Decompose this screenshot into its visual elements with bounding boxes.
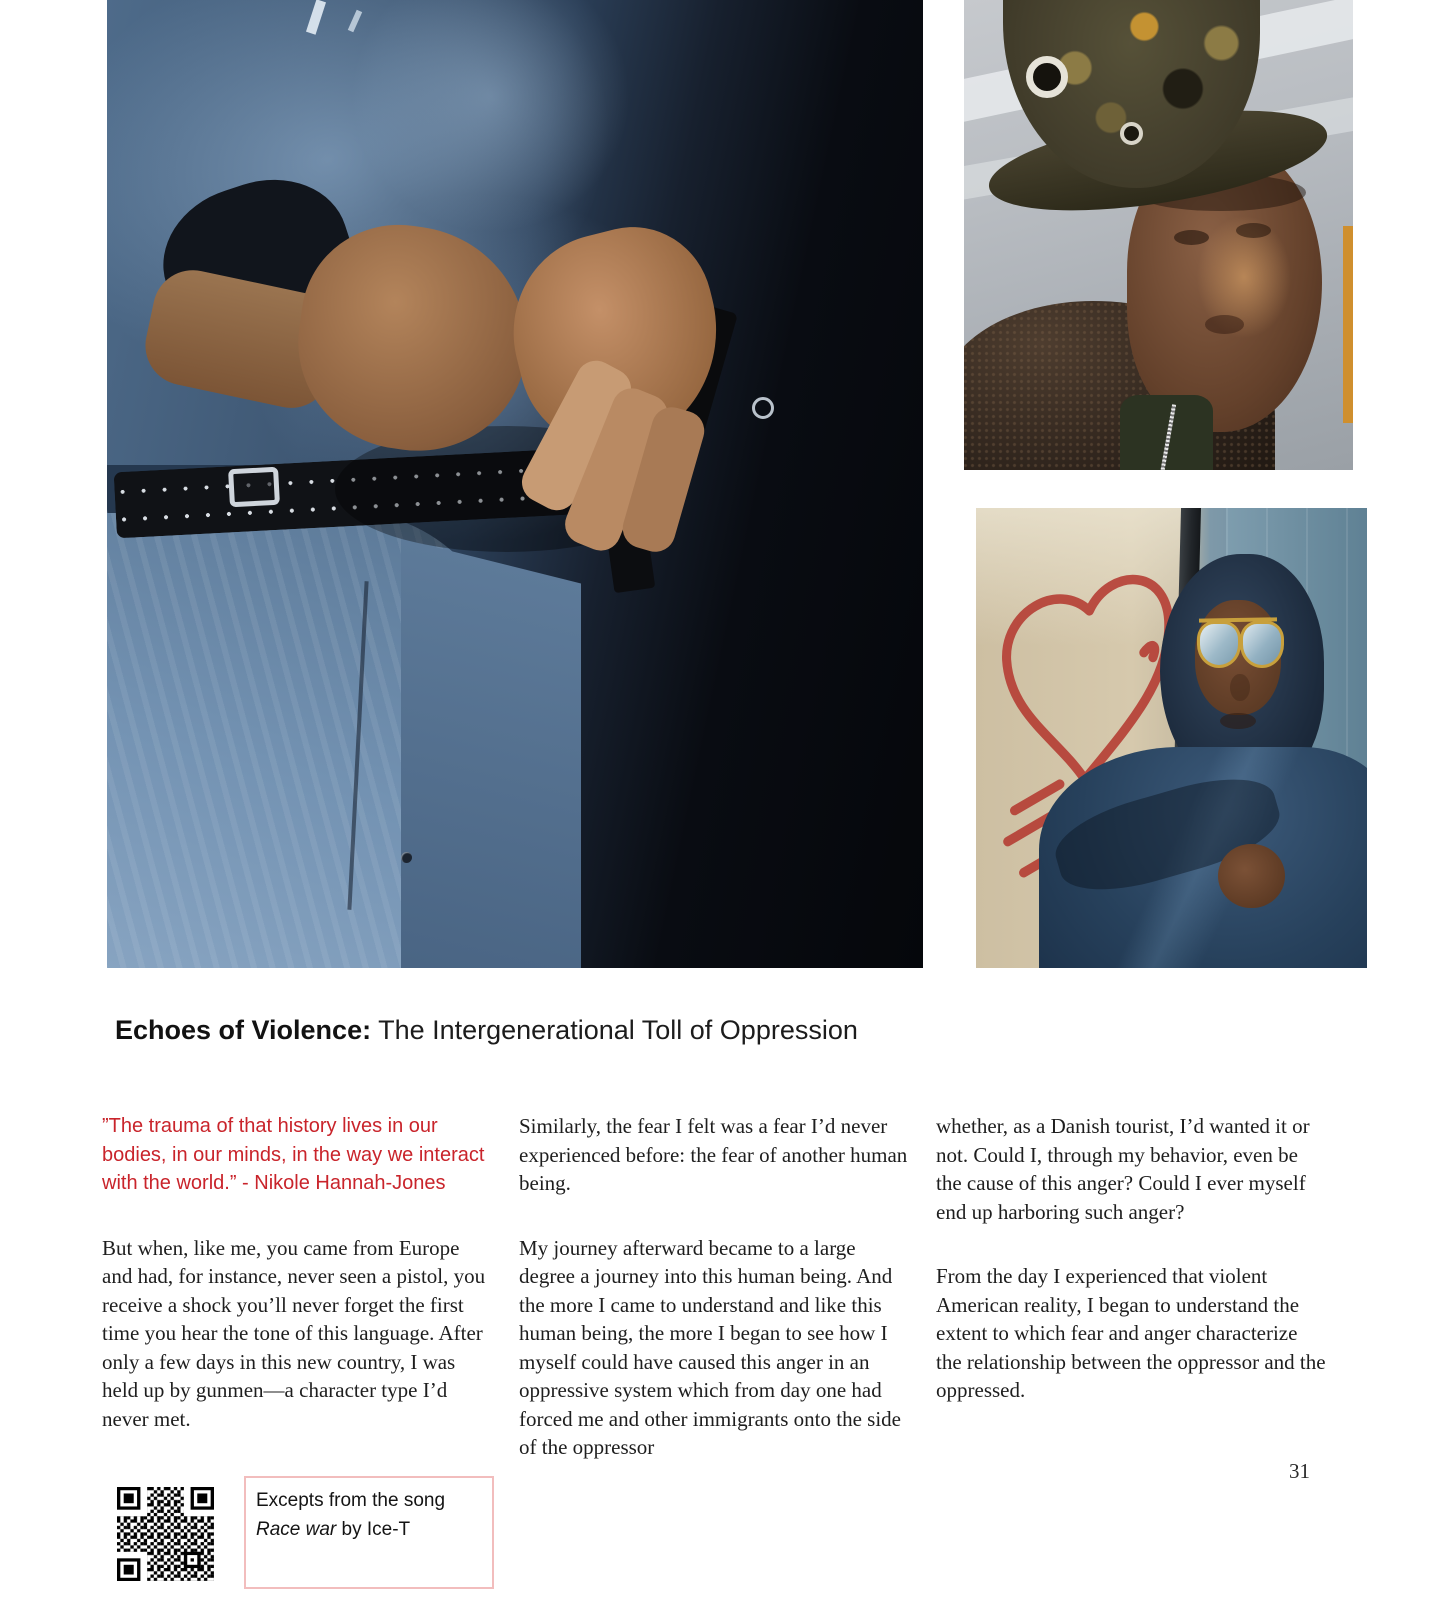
- photo-layer: [752, 397, 774, 419]
- article-title: [115, 1012, 858, 1048]
- photo-layer: [401, 539, 581, 968]
- photo-layer: [401, 852, 412, 863]
- photo-layer: [1205, 315, 1244, 334]
- paragraph: Similarly, the fear I felt was a fear I’d never experienced before: the fear of another human being.: [519, 1114, 908, 1195]
- paragraph: But when, like me, you came from Europe and had, for instance, never seen a pistol, you receive a shock you’ll never forget the first time you hear the tone of this language. After only a few days in this new country, I was held up by gunmen—a character type I’d never met.: [102, 1235, 486, 1431]
- photo-layer: [1230, 674, 1250, 702]
- photo-hooded-man-sunglasses: [976, 508, 1367, 968]
- paragraph: My journey afterward became to a large degree a journey into this human being. And the more I came to understand and like this human being, the more I began to see how I myself could have caused this anger in an oppressive system which from day one had forced me and other immigrants onto the side of the oppressor: [519, 1235, 901, 1459]
- paragraph: From the day I experienced that violent American reality, I began to understand the extent to which fear and anger characterize the relationship between the oppressor and the oppressed.: [936, 1264, 1326, 1402]
- song-caption-box: [244, 1476, 494, 1589]
- paragraph: whether, as a Danish tourist, I’d wanted it or not. Could I, through my behavior, even be the cause of this anger? Could I ever myself end up harboring such anger?: [936, 1114, 1310, 1224]
- photo-layer: [1343, 226, 1353, 423]
- caption-prefix: Excepts from the song: [256, 1490, 446, 1511]
- text-column-2: [519, 1112, 911, 1498]
- sunglasses-lens: [1197, 621, 1241, 668]
- text-column-3: [936, 1112, 1328, 1441]
- caption-song-title: Race war: [256, 1519, 337, 1540]
- qr-code: [117, 1487, 214, 1581]
- caption-suffix: by Ice-T: [336, 1519, 411, 1540]
- photo-hands-holding-pistol: [107, 0, 923, 968]
- song-caption: [256, 1486, 484, 1544]
- article-title-subtitle: The Intergenerational Toll of Oppression: [378, 1015, 858, 1045]
- page-number: 31: [1289, 1459, 1310, 1483]
- photo-man-bucket-hat: [964, 0, 1353, 470]
- photo-layer: [1120, 122, 1143, 145]
- photo-layer: [1218, 844, 1284, 908]
- text-column-1: [102, 1112, 494, 1469]
- photo-layer: [228, 466, 280, 507]
- pull-quote: ”The trauma of that history lives in our bodies, in our minds, in the way we interact with the world.” - Nikole Hannah-Jones: [102, 1115, 485, 1194]
- photo-layer: [1220, 713, 1255, 729]
- article-title-bold: Echoes of Violence:: [115, 1015, 372, 1045]
- sunglasses-lens: [1240, 621, 1284, 668]
